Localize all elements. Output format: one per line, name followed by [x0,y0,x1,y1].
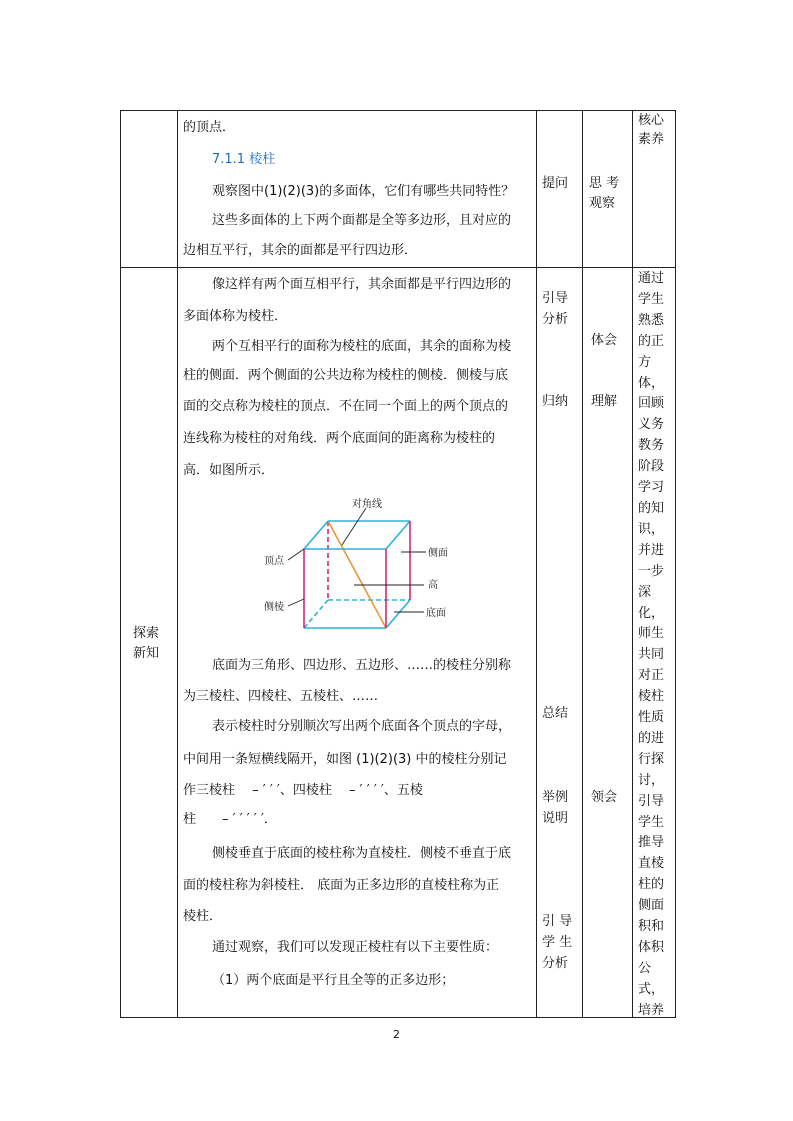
row1-teacher: 提问 [542,176,569,191]
label-height: 高 [428,580,438,591]
purpose-line: 积和 [638,919,665,935]
student-understand: 理解 [591,394,618,409]
purpose-line: 并进 [638,542,665,558]
purpose-line: 的正 [638,333,665,349]
col-divider-1 [177,110,178,1017]
row2-text-3: 柱的侧面．两个侧面的公共边称为棱柱的侧棱．侧棱与底 [183,368,509,383]
prism-figure [256,496,456,631]
label-base: 底面 [426,608,446,619]
teacher-lead-1: 学 生 [542,935,573,950]
row2-text-17: （1）两个底面是平行且全等的正多边形； [212,973,455,988]
teacher-example-0: 举例 [542,790,569,805]
purpose-line: 一步 [638,563,665,579]
row1-student-0: 思 考 [589,176,620,191]
row2-text-9: 表示棱柱时分别顺次写出两个底面各个顶点的字母， [212,719,512,734]
purpose-line: 推导 [638,835,665,851]
row1-text-4: 边相互平行，其余的面都是平行四边形． [183,243,418,258]
row1-text-3: 这些多面体的上下两个面都是全等多边形，且对应的 [212,213,512,228]
row2-text-10: 中间用一条短横线隔开，如图 (1)(2)(3) 中的棱柱分别记 [183,752,507,767]
purpose-line: 共同 [638,647,665,663]
row1-purpose-0: 核心 [638,113,665,128]
purpose-line: 培养 [638,1002,665,1018]
leader-lateral-edge [288,599,304,606]
row2-text-4: 面的交点称为棱柱的顶点．不在同一个面上的两个顶点的 [183,399,509,414]
teacher-example-1: 说明 [542,811,569,826]
bottom-edge-right [386,600,410,628]
row1-text-2: 观察图中(1)(2)(3)的多面体，它们有哪些共同特性？ [212,184,515,199]
purpose-line: 阶段 [638,459,665,475]
row2-text-1: 多面体称为棱柱． [183,309,288,324]
col-divider-3 [582,110,583,1017]
teacher-conclude: 总结 [542,706,569,721]
page-number: 2 [393,1028,400,1041]
purpose-line: 讨， [638,772,665,788]
row1-purpose-1: 素养 [638,132,665,147]
purpose-line: 棱柱 [638,689,665,705]
teacher-guide-0: 引导 [542,291,569,306]
purpose-line: 式， [638,981,665,997]
top-edge-right [386,521,410,549]
purpose-line: 熟悉 [638,312,665,328]
purpose-line: 学生 [638,291,665,307]
section-heading: 7.1.1 棱柱 [212,152,276,167]
diagonal-line [328,521,386,628]
label-lateral-edge: 侧棱 [264,602,284,613]
section-label-0: 探索 [133,626,160,641]
teacher-lead-0: 引 导 [542,914,573,929]
purpose-line: 方 [638,354,652,370]
purpose-line: 师生 [638,626,665,642]
purpose-line: 对正 [638,668,665,684]
purpose-line: 的知 [638,500,665,516]
row2-text-16: 通过观察，我们可以发现正棱柱有以下主要性质： [212,940,499,955]
row2-text-13: 侧棱垂直于底面的棱柱称为直棱柱．侧棱不垂直于底 [212,846,512,861]
purpose-line: 公 [638,960,652,976]
purpose-line: 学习 [638,480,665,496]
row2-text-7: 底面为三角形、四边形、五边形、……的棱柱分别称 [212,658,512,673]
leader-vertex [288,549,304,560]
purpose-line: 体， [638,375,665,391]
purpose-line: 柱的 [638,877,665,893]
row2-text-5: 连线称为棱柱的对角线．两个底面间的距离称为棱柱的 [183,431,496,446]
design-purpose-text [638,269,672,1022]
row2-text-2: 两个互相平行的面称为棱柱的底面，其余的面称为棱 [212,339,512,354]
hidden-base-edge-left [304,600,328,628]
label-vertex: 顶点 [264,556,284,567]
col-divider-2 [536,110,537,1017]
purpose-line: 识， [638,521,665,537]
purpose-line: 义务 [638,417,665,433]
purpose-line: 化， [638,605,665,621]
student-experience: 体会 [591,333,618,348]
purpose-line: 性质 [638,710,665,726]
label-diagonal: 对角线 [352,499,382,510]
label-lateral-face: 侧面 [428,548,448,559]
col-divider-4 [632,110,633,1017]
student-comprehend: 领会 [591,790,618,805]
purpose-line: 通过 [638,271,665,286]
purpose-line: 引导 [638,793,665,809]
row2-text-14: 面的棱柱称为斜棱柱． 底面为正多边形的直棱柱称为正 [183,878,500,893]
purpose-line: 教务 [638,438,665,454]
purpose-line: 行探 [638,751,665,767]
purpose-line: 的进 [638,730,665,746]
purpose-line: 直棱 [638,856,665,872]
row2-text-15: 棱柱． [183,909,223,924]
row2-text-11: 作三棱柱 – ′ ′ ′、四棱柱 – ′ ′ ′ ′、五棱 [183,783,423,798]
row2-text-6: 高．如图所示． [183,463,275,478]
leader-diagonal [342,508,366,545]
teacher-guide-1: 分析 [542,312,569,327]
teacher-lead-2: 分析 [542,956,569,971]
teacher-summarize: 归纳 [542,394,569,409]
purpose-line: 体积 [638,940,665,955]
section-label-1: 新知 [133,646,160,661]
purpose-line: 深 [638,584,652,600]
row-divider [120,267,675,268]
top-edge-left [304,521,328,549]
row2-text-8: 为三棱柱、四棱柱、五棱柱、…… [183,689,379,704]
row2-text-12: 柱 – ′ ′ ′ ′ ′． [183,812,277,827]
row2-text-0: 像这样有两个面互相平行，其余面都是平行四边形的 [212,277,512,292]
purpose-line: 回顾 [638,396,665,412]
purpose-line: 学生 [638,814,665,830]
row1-student-1: 观察 [589,196,616,211]
purpose-line: 侧面 [638,898,665,914]
row1-text-0: 的顶点． [183,120,236,135]
